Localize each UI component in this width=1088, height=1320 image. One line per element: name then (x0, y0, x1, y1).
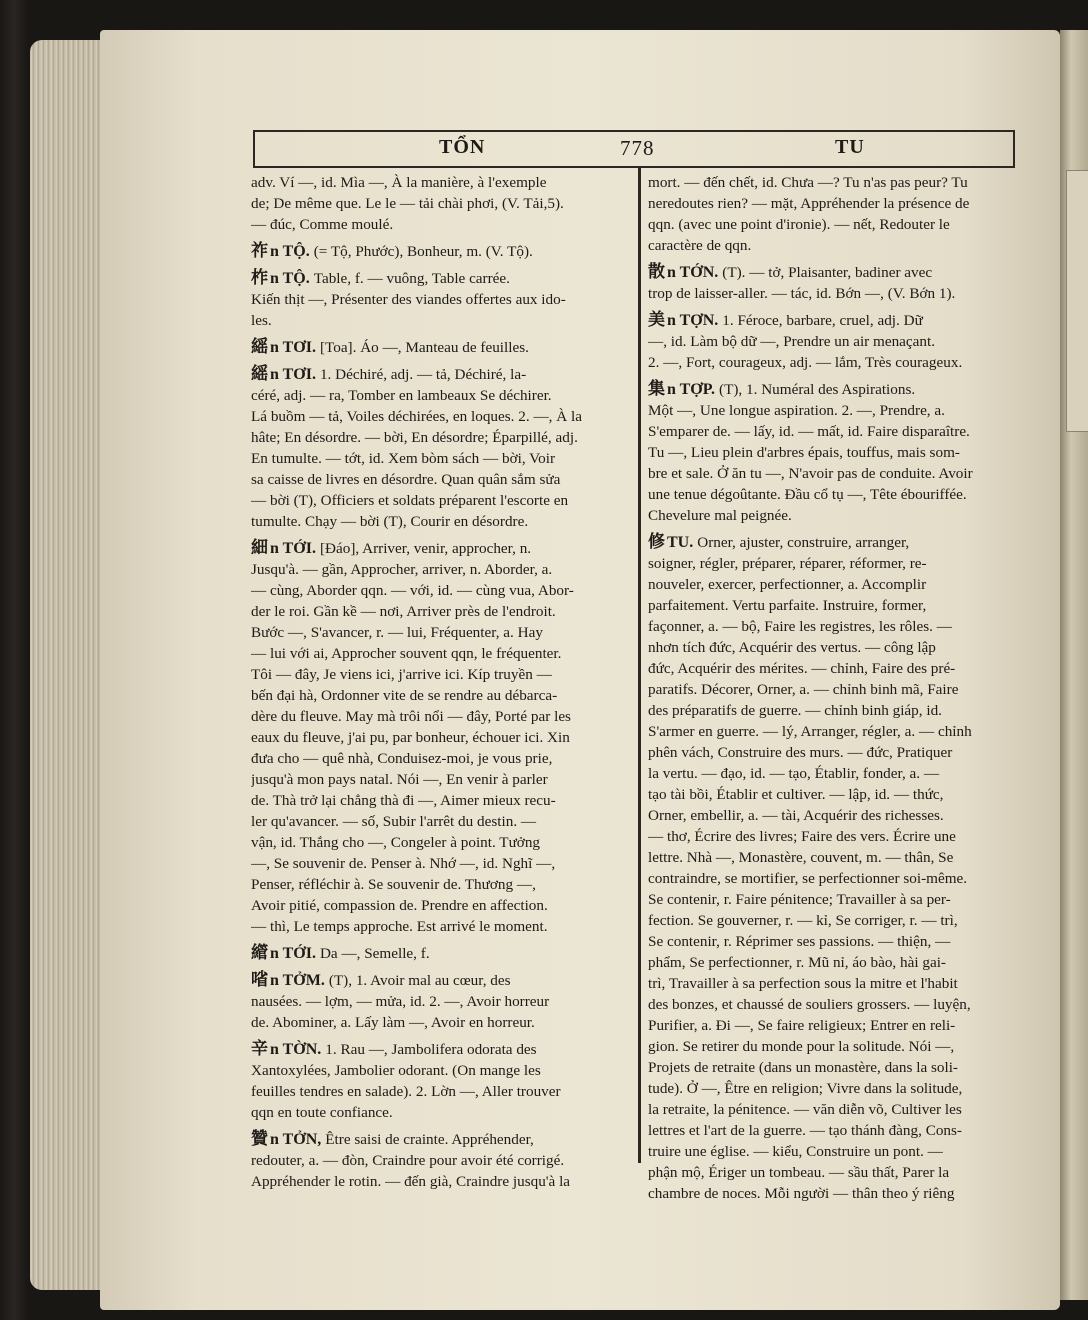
entry-line (251, 1012, 631, 1033)
entry-text: Projets de retraite (dans un monastère, dans la soli- (648, 1059, 958, 1076)
entry-line (251, 748, 631, 769)
entry-line (648, 352, 1020, 373)
entry-text: (T), 1. Avoir mal au cœur, des (328, 972, 511, 989)
entry-headword: n TỜN. (270, 1041, 326, 1058)
entry-text: truire une église. — kiểu, Construire un pont. — (648, 1143, 943, 1160)
entry-line (648, 679, 1020, 700)
entry-text: — đúc, Comme moulé. (251, 216, 394, 233)
entry-headword: n TỘ. (270, 243, 314, 260)
entry-line (648, 889, 1020, 910)
entry-text: parfaitement. Vertu parfaite. Instruire, former, (648, 597, 927, 614)
entry-text: sa caisse de livres en désordre. Quan quân sắm sửa (251, 471, 561, 488)
entry-line (251, 916, 631, 937)
entry-line (648, 742, 1020, 763)
entry-text: hâte; En désordre. — bời, En désordre; Éparpillé, adj. (251, 429, 578, 446)
chu-nom-glyph: 䌊 (251, 364, 268, 384)
entry-line (648, 868, 1020, 889)
entry-line (648, 721, 1020, 742)
column-divider (638, 168, 641, 1163)
entry-text: —, Se souvenir de. Penser à. Nhớ —, id. Nghĩ —, (251, 855, 556, 872)
chu-nom-glyph: 散 (648, 262, 665, 282)
dictionary-entry (251, 1039, 631, 1123)
entry-text: Jusqu'à. — gần, Approcher, arriver, n. Aborder, a. (251, 561, 553, 578)
running-header (253, 130, 1015, 168)
entry-headword: n TỚN. (667, 264, 723, 281)
entry-line (648, 1183, 1020, 1204)
entry-text: adv. Ví —, id. Mìa —, À la manière, à l'exemple (251, 174, 547, 191)
entry-line (251, 385, 631, 406)
entry-text: nausées. — lợm, — mửa, id. 2. —, Avoir horreur (251, 993, 550, 1010)
entry-line (648, 973, 1020, 994)
entry-text: ler qu'avancer. — số, Subir l'arrêt du destin. — (251, 813, 537, 830)
entry-line (648, 331, 1020, 352)
entry-line (648, 826, 1020, 847)
entry-text: — thì, Le temps approche. Est arrivé le moment. (251, 918, 548, 935)
dictionary-entry (251, 1129, 631, 1192)
dictionary-entry (648, 310, 1020, 373)
dictionary-entry (251, 268, 631, 331)
entry-line (648, 193, 1020, 214)
entry-headword: n TỢN. (667, 312, 723, 329)
entry-text: bến đại hà, Ordonner vite de se rendre au débarca- (251, 687, 558, 704)
chu-nom-glyph: 集 (648, 379, 665, 399)
entry-text: 2. —, Fort, courageux, adj. — lắm, Très courageux. (648, 354, 963, 371)
entry-text: 1. Déchiré, adj. — tả, Déchiré, la- (319, 366, 527, 383)
entry-text: bre et sale. Ở ăn tu —, N'avoir pas de conduite. Avoir (648, 465, 973, 482)
entry-line (648, 1099, 1020, 1120)
entry-line (251, 469, 631, 490)
entry-line (251, 406, 631, 427)
entry-headword: n TỚI. (270, 540, 320, 557)
entry-line (251, 289, 631, 310)
entry-line (648, 463, 1020, 484)
entry-text: fection. Se gouverner, r. — kỉ, Se corriger, r. — trì, (648, 912, 958, 929)
entry-text: vận, id. Thắng cho —, Congeler à point. Tưởng (251, 834, 541, 851)
entry-text: lettres et l'art de la guerre. — tạo thánh đàng, Cons- (648, 1122, 962, 1139)
entry-text: de; De même que. Le le — tải chài phơi, (V. Tải,5). (251, 195, 564, 212)
entry-line (648, 910, 1020, 931)
entry-text: Être saisi de crainte. Appréhender, (325, 1131, 534, 1148)
dictionary-entry (251, 943, 631, 964)
entry-line (648, 532, 1020, 553)
entry-line (648, 262, 1020, 283)
left-column (251, 172, 631, 1198)
entry-text: [Toa]. Áo —, Manteau de feuilles. (319, 339, 529, 356)
entry-text: dère du fleuve. May mà trôi nổi — đây, Porté par les (251, 708, 571, 725)
entry-line (251, 310, 631, 331)
entry-line (251, 991, 631, 1012)
entry-line (648, 595, 1020, 616)
entry-line (251, 727, 631, 748)
entry-line (648, 784, 1020, 805)
entry-line (648, 421, 1020, 442)
entry-line (648, 553, 1020, 574)
entry-text: la vertu. — đạo, id. — tạo, Établir, fonder, a. — (648, 765, 940, 782)
entry-line (648, 952, 1020, 973)
page-edges (30, 40, 110, 1290)
entry-line (251, 811, 631, 832)
entry-line (648, 637, 1020, 658)
entry-line (251, 490, 631, 511)
entry-text: Se contenir, r. Faire pénitence; Travailler à sa per- (648, 891, 951, 908)
dictionary-entry (251, 337, 631, 358)
entry-text: nouveler, exercer, perfectionner, a. Accomplir (648, 576, 927, 593)
entry-text: Kiến thịt —, Présenter des viandes offertes aux ido- (251, 291, 566, 308)
entry-line (251, 1171, 631, 1192)
header-left-word: TỔN (439, 136, 486, 158)
entry-text: Xantoxylées, Jambolier odorant. (On mange les (251, 1062, 541, 1079)
entry-text: tumulte. Chạy — bời (T), Courir en désordre. (251, 513, 529, 530)
entry-text: de. Abominer, a. Lấy làm —, Avoir en horreur. (251, 1014, 535, 1031)
entry-text: 1. Féroce, barbare, cruel, adj. Dữ (722, 312, 923, 329)
right-column (648, 172, 1020, 1210)
entry-line (251, 622, 631, 643)
entry-line (648, 484, 1020, 505)
entry-text: phẩm, Se perfectionner, r. Mũ nỉ, áo bào, hài gai- (648, 954, 946, 971)
entry-line (251, 337, 631, 358)
entry-text: paratifs. Décorer, Orner, a. — chỉnh binh mã, Faire (648, 681, 959, 698)
dictionary-entry (648, 379, 1020, 526)
entry-headword: TU. (667, 534, 698, 551)
entry-text: Se contenir, r. Réprimer ses passions. — thiện, — (648, 933, 951, 950)
entry-text: neredoutes rien? — mặt, Appréhender la présence de (648, 195, 970, 212)
entry-text: feuilles tendres en salade). 2. Lờn —, Aller trouver (251, 1083, 561, 1100)
page-number: 778 (620, 136, 655, 160)
entry-line (648, 1162, 1020, 1183)
entry-text: — cùng, Aborder qqn. — với, id. — cùng vua, Abor- (251, 582, 574, 599)
dictionary-entry (251, 172, 631, 235)
dictionary-entry (251, 538, 631, 937)
entry-text: phên vách, Construire des murs. — đức, Pratiquer (648, 744, 953, 761)
entry-line (251, 895, 631, 916)
entry-line (648, 505, 1020, 526)
entry-text: qqn. (avec une point d'ironie). — nết, Redouter le (648, 216, 950, 233)
chu-nom-glyph: 美 (648, 310, 665, 330)
entry-line (251, 268, 631, 289)
entry-line (648, 931, 1020, 952)
entry-text: nhơn tích đức, Acquérir des vertus. — công lập (648, 639, 936, 656)
entry-text: Penser, réfléchir à. Se souvenir de. Thương —, (251, 876, 536, 893)
entry-line (251, 214, 631, 235)
entry-text: façonner, a. — bộ, Faire les registres, les rôles. — (648, 618, 952, 635)
entry-text: la retraite, la pénitence. — văn diễn võ, Cultiver les (648, 1101, 962, 1118)
entry-text: qqn en toute confiance. (251, 1104, 393, 1121)
entry-text: trì, Travailler à sa perfection sous la mitre et l'habit (648, 975, 958, 992)
entry-text: eaux du fleuve, j'ai pu, par bonheur, échouer ici. Xin (251, 729, 570, 746)
entry-line (251, 193, 631, 214)
entry-line (251, 943, 631, 964)
dictionary-entry (648, 172, 1020, 256)
entry-text: Tu —, Lieu plein d'arbres épais, touffus, mais som- (648, 444, 960, 461)
entry-headword: n TỞN, (270, 1131, 326, 1148)
entry-line (251, 511, 631, 532)
entry-line (648, 1057, 1020, 1078)
dictionary-entry (251, 364, 631, 532)
entry-line (648, 214, 1020, 235)
entry-text: jusqu'à mon pays natal. Nói —, En venir à parler (251, 771, 548, 788)
entry-text: tude). Ở —, Être en religion; Vivre dans la solitude, (648, 1080, 963, 1097)
entry-line (648, 283, 1020, 304)
chu-nom-glyph: 䌊 (251, 337, 268, 357)
entry-text: Appréhender le rotin. — đến già, Craindre jusqu'à la (251, 1173, 571, 1190)
entry-text: [Đáo], Arriver, venir, approcher, n. (319, 540, 532, 557)
entry-text: (T). — tở, Plaisanter, badiner avec (722, 264, 933, 281)
entry-headword: n TƠI. (270, 366, 320, 383)
entry-line (251, 874, 631, 895)
entry-text: soigner, régler, préparer, réparer, réformer, re- (648, 555, 927, 572)
entry-line (251, 664, 631, 685)
entry-text: contraindre, se mortifier, se perfectionner soi-même. (648, 870, 968, 887)
entry-text: des préparatifs de guerre. — chỉnh binh giáp, id. (648, 702, 942, 719)
entry-line (648, 1078, 1020, 1099)
entry-line (648, 847, 1020, 868)
entry-line (648, 379, 1020, 400)
entry-text: đức, Acquérir des mérites. — chỉnh, Faire des pré- (648, 660, 956, 677)
entry-line (648, 658, 1020, 679)
entry-line (648, 1120, 1020, 1141)
entry-line (251, 685, 631, 706)
entry-line (251, 853, 631, 874)
entry-text: redouter, a. — đòn, Craindre pour avoir été corrigé. (251, 1152, 565, 1169)
entry-text: céré, adj. — ra, Tomber en lambeaux Se déchirer. (251, 387, 552, 404)
entry-text: — lui với ai, Approcher souvent qqn, le fréquenter. (251, 645, 562, 662)
entry-line (251, 427, 631, 448)
entry-line (648, 442, 1020, 463)
entry-headword: n TỘ. (270, 270, 314, 287)
entry-line (251, 172, 631, 193)
entry-text: S'emparer de. — lấy, id. — mất, id. Faire disparaître. (648, 423, 970, 440)
entry-text: Lá buồm — tả, Voiles déchirées, en loques. 2. —, À la (251, 408, 582, 425)
entry-text: Một —, Une longue aspiration. 2. —, Prendre, a. (648, 402, 945, 419)
entry-text: — thơ, Écrire des livres; Faire des vers. Écrire une (648, 828, 956, 845)
dictionary-entry (648, 532, 1020, 1204)
entry-line (251, 643, 631, 664)
entry-text: tạo tài bồi, Établir et cultiver. — lập, id. — thức, (648, 786, 944, 803)
entry-text: (= Tộ, Phước), Bonheur, m. (V. Tộ). (313, 243, 533, 260)
entry-line (251, 706, 631, 727)
entry-text: des bonzes, et chaussé de souliers grossers. — luyện, (648, 996, 971, 1013)
entry-line (251, 448, 631, 469)
entry-line (251, 538, 631, 559)
right-page-edge (1060, 30, 1088, 1300)
entry-headword: n TỢP. (667, 381, 720, 398)
entry-text: Chevelure mal peignée. (648, 507, 792, 524)
entry-line (251, 769, 631, 790)
entry-text: gion. Se retirer du monde pour la solitude. Nói —, (648, 1038, 955, 1055)
entry-line (648, 994, 1020, 1015)
entry-text: Tôi — đây, Je viens ici, j'arrive ici. Kíp truyền — (251, 666, 552, 683)
entry-headword: n TỚI. (270, 945, 320, 962)
entry-text: Orner, embellir, a. — tài, Acquérir des richesses. (648, 807, 944, 824)
entry-line (251, 790, 631, 811)
entry-line (648, 172, 1020, 193)
entry-text: mort. — đến chết, id. Chưa —? Tu n'as pas peur? Tu (648, 174, 968, 191)
entry-line (251, 601, 631, 622)
entry-text: 1. Rau —, Jambolifera odorata des (325, 1041, 537, 1058)
entry-text: caractère de qqn. (648, 237, 752, 254)
entry-text: der le roi. Gần kề — nơi, Arriver près de l'endroit. (251, 603, 556, 620)
entry-line (251, 832, 631, 853)
chu-nom-glyph: 辛 (251, 1039, 268, 1059)
entry-line (251, 559, 631, 580)
chu-nom-glyph: 細 (251, 538, 268, 558)
entry-line (251, 1150, 631, 1171)
chu-nom-glyph: 修 (648, 532, 665, 552)
entry-text: En tumulte. — tớt, id. Xem bòm sách — bời, Voir (251, 450, 556, 467)
entry-line (648, 763, 1020, 784)
dictionary-entry (648, 262, 1020, 304)
entry-line (648, 574, 1020, 595)
entry-line (648, 805, 1020, 826)
entry-text: Orner, ajuster, construire, arranger, (697, 534, 910, 551)
entry-line (648, 1141, 1020, 1162)
entry-line (648, 400, 1020, 421)
entry-text: les. (251, 312, 272, 329)
entry-text: —, id. Làm bộ dữ —, Prendre un air menaçant. (648, 333, 936, 350)
entry-text: S'armer en guerre. — lý, Arranger, régler, a. — chỉnh (648, 723, 972, 740)
entry-line (648, 235, 1020, 256)
chu-nom-glyph: 贊 (251, 1129, 268, 1149)
entry-line (648, 616, 1020, 637)
entry-text: phận mộ, Ériger un tombeau. — sầu thất, Parer la (648, 1164, 950, 1181)
page-tab (1066, 170, 1088, 432)
chu-nom-glyph: 䌣 (251, 943, 268, 963)
entry-text: — bời (T), Officiers et soldats préparent l'escorte en (251, 492, 569, 509)
entry-line (648, 310, 1020, 331)
entry-text: (T), 1. Numéral des Aspirations. (719, 381, 916, 398)
entry-line (251, 580, 631, 601)
entry-line (251, 970, 631, 991)
entry-line (251, 1102, 631, 1123)
chu-nom-glyph: 祚 (251, 241, 268, 261)
chu-nom-glyph: 㗂 (251, 970, 268, 990)
entry-line (251, 1129, 631, 1150)
entry-headword: n TƠI. (270, 339, 320, 356)
entry-text: de. Thà trở lại chẳng thà đi —, Aimer mieux recu- (251, 792, 556, 809)
entry-text: Table, f. — vuông, Table carrée. (313, 270, 510, 287)
entry-line (251, 1039, 631, 1060)
entry-line (251, 364, 631, 385)
entry-text: Purifier, a. Đi —, Se faire religieux; Entrer en reli- (648, 1017, 956, 1034)
entry-line (648, 700, 1020, 721)
entry-text: une tenue dégoûtante. Đầu cổ tụ —, Tête ébouriffée. (648, 486, 967, 503)
entry-line (251, 241, 631, 262)
chu-nom-glyph: 柞 (251, 268, 268, 288)
header-right-word: TU (835, 136, 865, 158)
dictionary-entry (251, 241, 631, 262)
entry-text: trop de laisser-aller. — tác, id. Bớn —, (V. Bớn 1). (648, 285, 956, 302)
entry-line (251, 1081, 631, 1102)
entry-text: Bước —, S'avancer, r. — lui, Fréquenter, a. Hay (251, 624, 543, 641)
entry-text: chambre de noces. Mỗi người — thân theo ý riêng (648, 1185, 955, 1202)
entry-text: Avoir pitié, compassion de. Prendre en affection. (251, 897, 548, 914)
entry-headword: n TỞM. (270, 972, 329, 989)
entry-text: lettre. Nhà —, Monastère, couvent, m. — thân, Se (648, 849, 954, 866)
entry-line (648, 1015, 1020, 1036)
entry-text: đưa cho — quê nhà, Conduisez-moi, je vous prie, (251, 750, 553, 767)
entry-text: Da —, Semelle, f. (319, 945, 430, 962)
dictionary-entry (251, 970, 631, 1033)
entry-line (251, 1060, 631, 1081)
entry-line (648, 1036, 1020, 1057)
